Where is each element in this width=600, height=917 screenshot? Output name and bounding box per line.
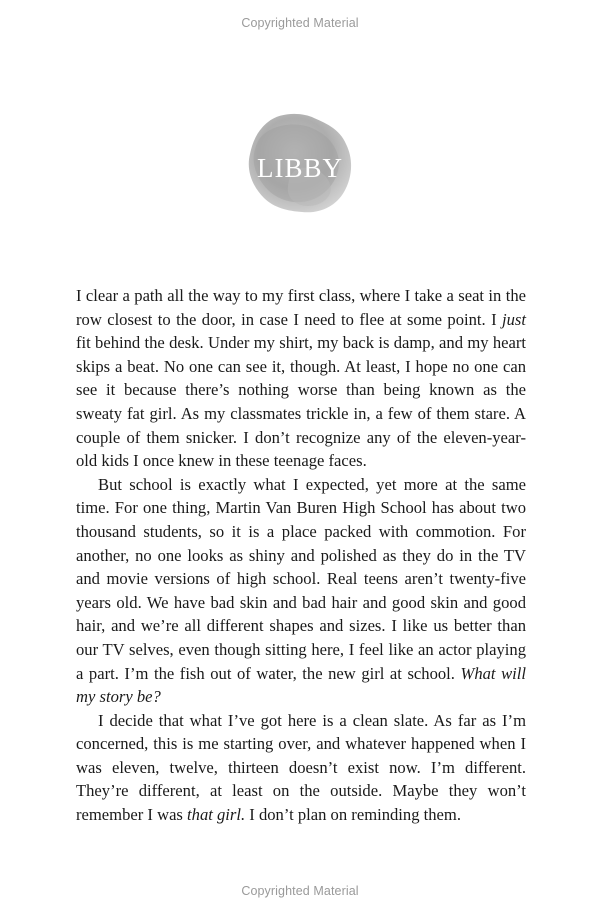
chapter-title: LIBBY [257,153,343,183]
chapter-heading [240,108,360,220]
text-segment: fit behind the desk. Under my shirt, my back is damp, and my heart skips a beat. No one can see it, though. At least, I hope no one can see it because there’s nothing worse than being known as the sweaty fat girl. As my classmates trickle in, a few of them stare. A couple of them snicker. I don’t recognize any of the eleven-year-old kids I once knew in these teenage faces. [76,333,526,471]
paragraph [76,284,526,473]
italic-text: that girl. [187,805,246,825]
paragraph [76,473,526,709]
italic-text: just [502,309,526,329]
text-segment: I don’t plan on reminding them. [245,805,461,825]
italic-text: What will my story be? [76,663,526,707]
copyright-watermark-top: Copyrighted Material [241,16,359,30]
copyright-watermark-bottom: Copyrighted Material [241,884,359,898]
text-segment: I decide that what I’ve got here is a clean slate. As far as I’m concerned, this is me starting over, and whatever happened when I was eleven, twelve, thirteen doesn’t exist now. I’m different. They’re different, at least on the outside. Maybe they won’t remember I was [76,710,526,825]
text-segment: But school is exactly what I expected, yet more at the same time. For one thing, Martin Van Buren High School has about two thousand students, so it is a place packed with commotion. For another, no one looks as shiny and polished as they do in the TV and movie versions of high school. Real teens aren’t twenty-five years old. We have bad skin and bad hair and good skin and good hair, and we’re all different shapes and sizes. I like us better than our TV selves, even though sitting here, I feel like an actor playing a part. I’m the fish out of water, the new girl at school. [76,474,526,683]
chapter-body-text [76,284,526,827]
text-segment: I clear a path all the way to my first class, where I take a seat in the row closest to the door, in case I need to flee at some point. I [76,286,526,329]
paragraph [76,709,526,827]
